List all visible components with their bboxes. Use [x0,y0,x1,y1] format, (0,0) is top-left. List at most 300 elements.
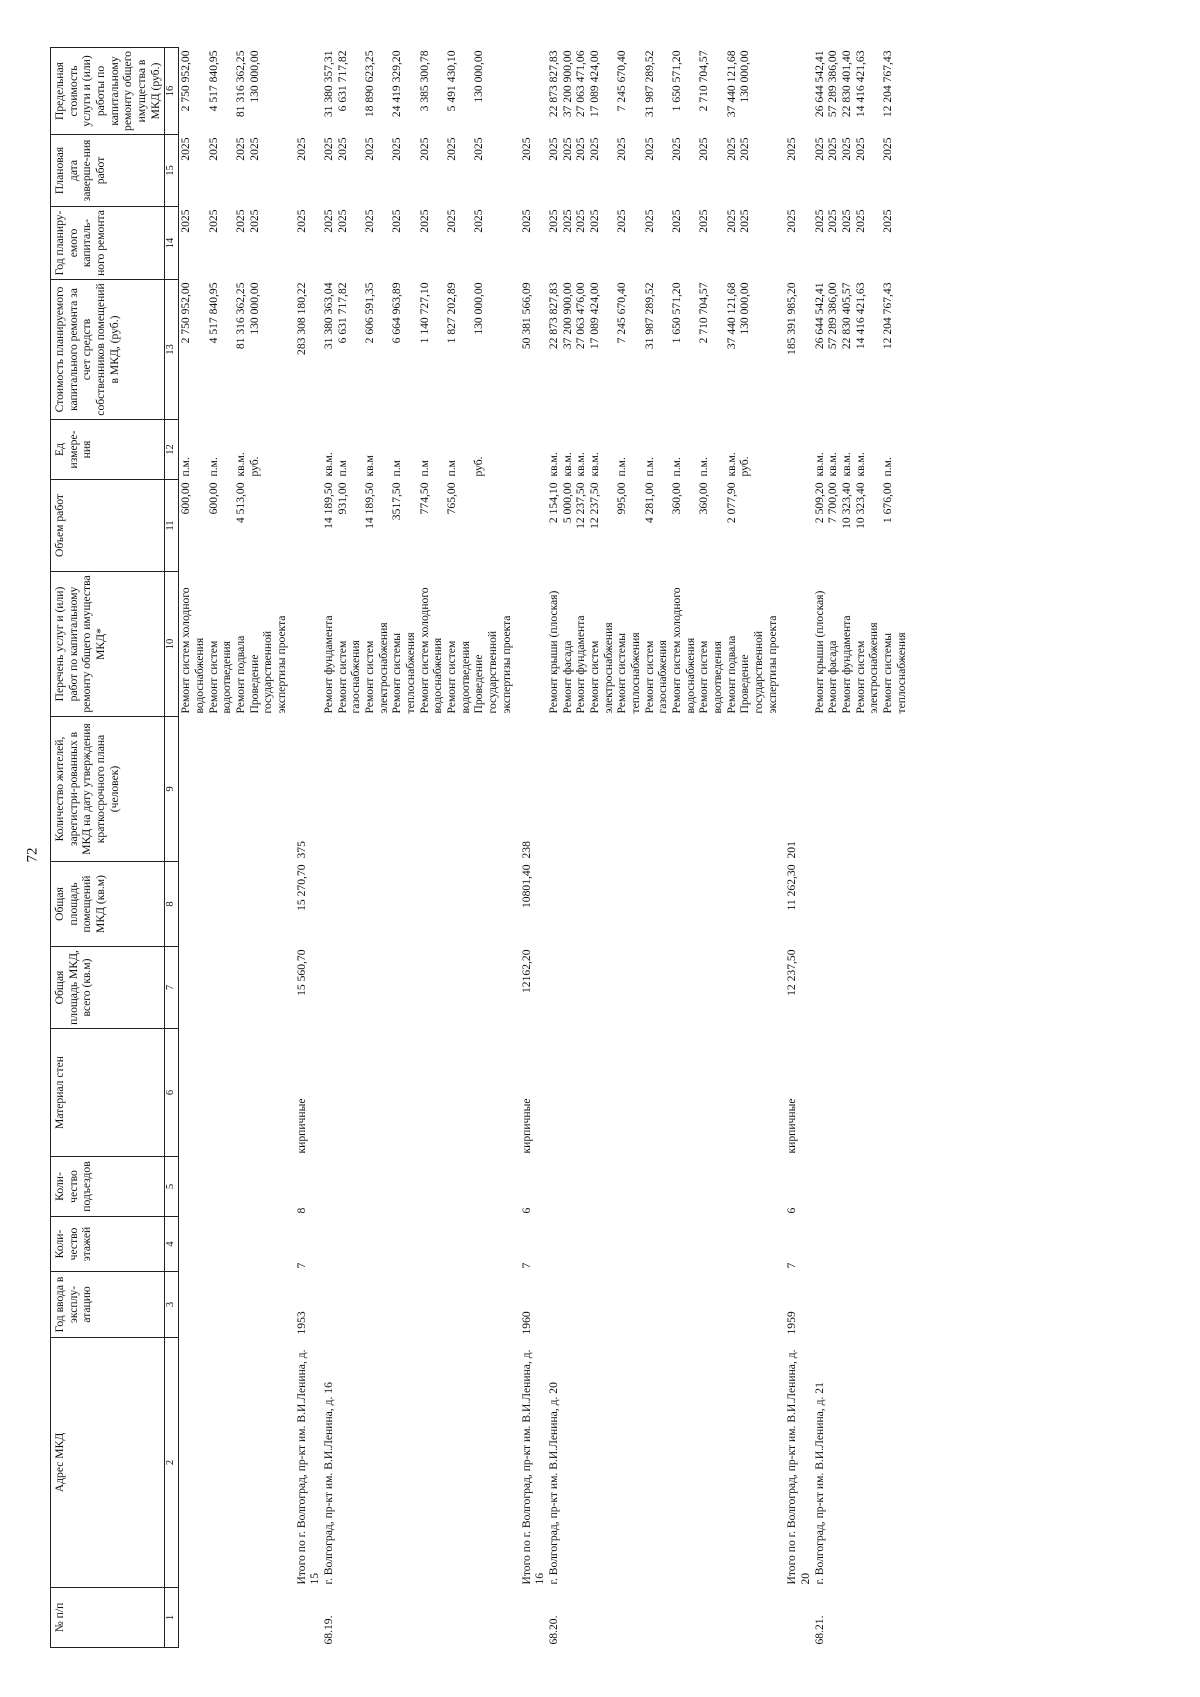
empty-cell [697,862,724,947]
commission-year: 1959 [785,1311,799,1335]
empty-cell [697,1272,724,1338]
col-header: Общая площадь помещений МКД (кв.м) [51,862,165,947]
total-area: 15 560,70 [294,949,308,996]
empty-cell [588,1588,615,1648]
work-volume [248,480,289,572]
empty-cell [854,862,881,947]
total-year: 2025 [519,209,533,233]
work-cost: 130 000,00 [247,282,261,335]
work-name: Ремонт фундамента [322,615,336,714]
empty-cell [697,717,724,862]
empty-cell [881,717,908,862]
empty-cell [854,1157,881,1217]
empty-cell [363,717,390,862]
empty-cell [725,947,739,1029]
empty-cell [234,947,248,1029]
empty-cell [615,1588,642,1648]
total-year: 2025 [294,209,308,233]
empty-cell [363,1588,390,1648]
empty-cell [363,1157,390,1217]
empty-cell [725,1217,739,1272]
total-area: 12 237,50 [785,949,799,996]
empty-cell [289,1588,322,1648]
empty-cell [248,1272,289,1338]
empty-cell [840,1272,854,1338]
wall-material: кирпичные [294,1098,308,1154]
table-row [697,48,724,1648]
empty-cell [336,947,363,1029]
empty-cell [322,717,336,862]
empty-cell [472,947,513,1029]
empty-cell [854,1588,881,1648]
col-number: 3 [165,1272,179,1338]
empty-cell [561,1588,575,1648]
work-unit: руб. [738,456,752,477]
work-end-date: 2025 [234,137,248,161]
empty-cell [336,862,363,947]
work-year: 2025 [697,209,711,233]
work-cost: 37 440 121,68 [724,282,738,350]
work-volume: 14 189,50 [363,482,377,529]
work-name: Ремонт крыши (плоская) [812,590,826,714]
col-number: 9 [165,717,179,862]
work-cost: 2 710 704,57 [697,282,711,344]
col-number: 4 [165,1217,179,1272]
col-number: 6 [165,1029,179,1157]
work-end-date: 2025 [642,137,656,161]
empty-cell [561,1157,575,1217]
empty-cell [234,1338,248,1588]
empty-cell [363,1272,390,1338]
residents-count: 238 [519,841,533,859]
work-cost: 6 631 717,82 [335,282,349,344]
empty-cell [725,862,739,947]
work-volume: 5 000,00 [560,482,574,524]
empty-cell [670,1272,697,1338]
work-cost: 1 140 727,10 [417,282,431,344]
empty-cell [840,1157,854,1217]
empty-cell [390,1217,417,1272]
work-limit-cost: 17 089 424,00 [587,50,601,118]
empty-cell [207,947,234,1029]
work-name: Ремонт систем водоотведения [206,640,234,714]
empty-cell [588,1157,615,1217]
empty-cell [234,717,248,862]
work-limit-cost: 31 380 357,31 [322,50,336,118]
empty-cell [248,717,289,862]
empty-cell [588,862,615,947]
work-limit-cost: 2 710 704,57 [697,50,711,112]
empty-cell [472,1029,513,1157]
empty-cell [418,1588,445,1648]
empty-cell [840,1217,854,1272]
col-header: Материал стен [51,1029,165,1157]
empty-cell [390,1338,417,1588]
empty-cell [813,1157,827,1217]
table-row [248,48,289,1648]
empty-cell [588,1338,615,1588]
work-cost: 2 750 952,00 [179,282,193,344]
work-year: 2025 [587,209,601,233]
empty-cell [670,1217,697,1272]
work-end-date: 2025 [738,137,752,161]
empty-cell [826,1338,840,1588]
empty-cell [813,1272,827,1338]
empty-cell [588,1029,615,1157]
table-row [363,48,390,1648]
floors-count: 7 [519,1262,533,1269]
empty-cell [547,1217,561,1272]
empty-cell [670,1029,697,1157]
table-row [670,48,697,1648]
work-limit-cost: 2 750 952,00 [179,50,193,112]
empty-cell [697,1157,724,1217]
work-limit-cost: 57 289 386,00 [826,50,840,118]
empty-cell [881,1029,908,1157]
empty-cell [881,1338,908,1588]
work-name: Ремонт подвала [724,635,738,714]
empty-cell [547,1157,561,1217]
table-row [547,48,561,1648]
empty-cell [207,717,234,862]
work-name: Ремонт фасада [560,640,574,714]
work-cost: 81 316 362,25 [234,282,248,350]
table-row [813,48,827,1648]
col-number: 12 [165,420,179,480]
empty-cell [643,1029,670,1157]
work-unit: кв.м. [546,452,560,477]
empty-cell [472,1338,513,1588]
work-unit: кв.м. [812,452,826,477]
work-volume: 1 676,00 [880,482,894,524]
work-unit: кв.м. [853,452,867,477]
work-unit: кв.м [363,455,377,477]
work-volume: 4 513,00 [234,482,248,524]
empty-cell [697,1029,724,1157]
work-year: 2025 [839,209,853,233]
work-limit-cost: 6 631 717,82 [335,50,349,112]
work-year: 2025 [853,209,867,233]
empty-cell [179,1217,207,1272]
empty-cell [514,420,547,480]
col-header: Коли-чество этажей [51,1217,165,1272]
work-year: 2025 [826,209,840,233]
empty-cell [445,717,472,862]
work-limit-cost: 31 987 289,52 [642,50,656,118]
work-limit-cost: 81 316 362,25 [234,50,248,118]
work-end-date: 2025 [335,137,349,161]
total-label: Итого по г. Волгоград, пр-кт им. В.И.Ленина, д. 16 [519,1349,547,1585]
empty-cell [840,717,854,862]
work-unit: п.м. [880,457,894,477]
work-limit-cost: 7 245 670,40 [615,50,629,112]
residents-count: 375 [294,841,308,859]
col-number: 10 [165,572,179,717]
empty-cell [738,1338,779,1588]
empty-cell [854,1272,881,1338]
empty-cell [336,717,363,862]
empty-cell [179,862,207,947]
table-row [207,48,234,1648]
empty-cell [322,1217,336,1272]
empty-cell [418,947,445,1029]
work-end-date: 2025 [826,137,840,161]
empty-cell [390,1029,417,1157]
work-cost: 14 416 421,63 [853,282,867,350]
empty-cell [826,1029,840,1157]
empty-cell [854,1029,881,1157]
empty-cell [643,717,670,862]
work-unit: п.м. [179,457,193,477]
work-volume: 3517,50 [390,482,404,521]
empty-cell [418,717,445,862]
col-number: 5 [165,1157,179,1217]
empty-cell [418,1157,445,1217]
work-cost: 6 664 963,89 [390,282,404,344]
empty-cell [643,1272,670,1338]
work-unit: п.м. [642,457,656,477]
empty-cell [588,1272,615,1338]
work-end-date: 2025 [574,137,588,161]
empty-cell [840,947,854,1029]
empty-cell [738,1588,779,1648]
col-header: Плановая дата заверше-ния работ [51,135,165,207]
col-number: 1 [165,1588,179,1648]
entrances-count: 6 [785,1207,799,1214]
col-number: 13 [165,280,179,420]
work-end-date: 2025 [322,137,336,161]
empty-cell [514,1588,547,1648]
work-limit-cost: 3 385 300,78 [417,50,431,112]
empty-cell [725,1272,739,1338]
work-name: Ремонт крыши (плоская) [546,590,560,714]
empty-cell [670,1338,697,1588]
table-row [881,48,908,1648]
work-unit: п.м. [697,457,711,477]
empty-cell [574,717,588,862]
row-number: 68.20. [546,1615,560,1645]
entrances-count: 6 [519,1207,533,1214]
work-name: Ремонт фундамента [574,615,588,714]
work-name: Ремонт подвала [234,635,248,714]
floors-count: 7 [785,1262,799,1269]
residents-count: 201 [785,841,799,859]
work-end-date: 2025 [560,137,574,161]
empty-cell [207,1588,234,1648]
empty-cell [813,717,827,862]
wall-material: кирпичные [785,1098,799,1154]
row-number: 68.19. [322,1615,336,1645]
empty-cell [826,947,840,1029]
work-name: Ремонт систем холодного водоснабжения [179,587,207,714]
empty-cell [472,1588,513,1648]
empty-cell [854,947,881,1029]
work-end-date: 2025 [880,137,894,161]
empty-cell [363,947,390,1029]
empty-cell [322,1029,336,1157]
empty-cell [514,48,547,135]
empty-cell [179,1272,207,1338]
work-end-date: 2025 [417,137,431,161]
empty-cell [390,947,417,1029]
work-cost: 31 380 363,04 [322,282,336,350]
empty-cell [472,717,513,862]
work-volume: 360,00 [697,482,711,515]
table-row [615,48,642,1648]
work-end-date: 2025 [179,137,193,161]
work-volume: 774,50 [417,482,431,515]
work-end-date: 2025 [247,137,261,161]
total-label: Итого по г. Волгоград, пр-кт им. В.И.Ленина, д. 15 [294,1349,322,1585]
empty-cell [854,1217,881,1272]
total-year: 2025 [785,209,799,233]
empty-cell [574,1217,588,1272]
work-cost: 37 200 900,00 [560,282,574,350]
work-year: 2025 [669,209,683,233]
work-year: 2025 [322,209,336,233]
empty-cell [248,1157,289,1217]
work-volume: 2 509,20 [812,482,826,524]
work-limit-cost: 1 650 571,20 [669,50,683,112]
empty-cell [547,717,561,862]
empty-cell [643,1338,670,1588]
empty-cell [207,1272,234,1338]
capital-repair-table [50,47,908,1648]
empty-cell [547,1029,561,1157]
col-number: 14 [165,207,179,280]
empty-cell [390,717,417,862]
work-name: Ремонт систем электроснабжения [853,622,881,714]
work-volume: 12 237,50 [574,482,588,529]
col-number: 8 [165,862,179,947]
work-volume: 931,00 [335,482,349,515]
work-year: 2025 [560,209,574,233]
empty-cell [207,1029,234,1157]
empty-cell [390,1588,417,1648]
empty-cell [725,1029,739,1157]
work-end-date: 2025 [615,137,629,161]
empty-cell [697,1338,724,1588]
work-volume: 10 323,40 [853,482,867,529]
empty-cell [670,1588,697,1648]
col-number: 15 [165,135,179,207]
empty-cell [289,420,322,480]
empty-cell [234,1588,248,1648]
work-volume: 600,00 [206,482,220,515]
entrances-count: 8 [294,1207,308,1214]
work-year: 2025 [390,209,404,233]
work-cost: 57 289 386,00 [826,282,840,350]
work-year: 2025 [546,209,560,233]
empty-cell [336,1029,363,1157]
work-year: 2025 [445,209,459,233]
empty-cell [561,1272,575,1338]
empty-cell [615,1029,642,1157]
empty-cell [615,1272,642,1338]
work-cost: 2 606 591,35 [363,282,377,344]
empty-cell [615,862,642,947]
work-unit: кв.м. [839,452,853,477]
work-cost: 130 000,00 [472,282,486,335]
empty-cell [418,1272,445,1338]
empty-cell [697,1217,724,1272]
work-end-date: 2025 [587,137,601,161]
rotated-table-sheet [50,48,1150,1648]
col-header: № п/п [51,1588,165,1648]
floors-count: 7 [294,1262,308,1269]
work-limit-cost: 14 416 421,63 [853,50,867,118]
table-row [561,48,575,1648]
empty-cell [561,1338,575,1588]
work-cost: 7 245 670,40 [615,282,629,344]
empty-cell [514,572,547,717]
work-limit-cost: 130 000,00 [472,50,486,103]
empty-cell [336,1217,363,1272]
work-name: Проведение государственной экспертизы проекта [472,615,513,714]
work-unit: кв.м. [560,452,574,477]
empty-cell [179,1588,207,1648]
empty-cell [738,1157,779,1217]
table-row [390,48,417,1648]
empty-cell [561,1217,575,1272]
col-header: Предельная стоимость услуги и (или) работы по капитальному ремонту общего имущества в МКД (руб.) [51,48,165,135]
empty-cell [779,572,812,717]
empty-cell [881,862,908,947]
work-cost: 26 644 542,41 [812,282,826,350]
header-row [51,48,165,1648]
work-unit: п.м. [669,457,683,477]
work-year: 2025 [812,209,826,233]
work-volume: 2 077,90 [724,482,738,524]
empty-cell [322,1157,336,1217]
empty-cell [418,862,445,947]
work-volume: 10 323,40 [839,482,853,529]
empty-cell [547,947,561,1029]
empty-cell [826,717,840,862]
empty-cell [813,947,827,1029]
empty-cell [363,862,390,947]
col-header: Ед измере-ния [51,420,165,480]
empty-cell [697,947,724,1029]
address: г. Волгоград, пр-кт им. В.И.Ленина, д. 16 [322,1382,336,1585]
empty-cell [779,420,812,480]
work-name: Ремонт систем водоотведения [697,640,724,714]
work-limit-cost: 27 063 471,06 [574,50,588,118]
empty-cell [670,717,697,862]
empty-cell [179,1338,207,1588]
total-cost: 185 391 985,20 [785,282,799,355]
empty-cell [445,1588,472,1648]
empty-cell [363,1217,390,1272]
total-cost: 50 381 566,09 [519,282,533,350]
col-header: Стоимость планируемого капитального ремонта за счет средств собственников помещений в МКД, (руб.) [51,280,165,420]
empty-cell [643,1588,670,1648]
work-end-date: 2025 [206,137,220,161]
total-row [779,48,812,1648]
work-cost: 1 827 202,89 [445,282,459,344]
work-year: 2025 [179,209,193,233]
empty-cell [881,1217,908,1272]
empty-cell [840,1029,854,1157]
empty-cell [234,1272,248,1338]
work-end-date: 2025 [390,137,404,161]
empty-cell [336,1157,363,1217]
work-unit: кв.м. [724,452,738,477]
empty-cell [445,1217,472,1272]
work-year: 2025 [472,209,486,233]
empty-cell [561,947,575,1029]
empty-cell [574,862,588,947]
